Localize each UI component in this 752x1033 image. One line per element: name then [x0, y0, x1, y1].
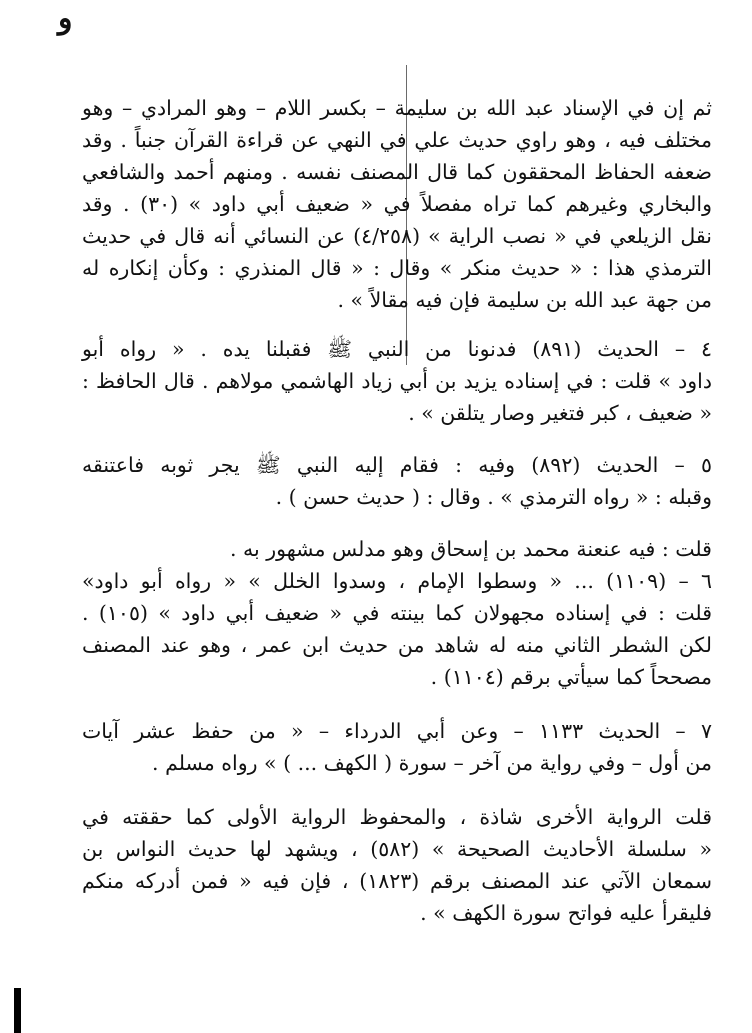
text-line: ضعفه الحفاظ المحققون كما قال المصنف نفسه . ومنهم أحمد والشافعي — [82, 160, 712, 184]
text-line: ٤ – الحديث (٨٩١) فدنونا من النبي ﷺ فقبلنا يده . « رواه أبو — [82, 337, 712, 361]
text-line: « ضعيف ، كبر فتغير وصار يتلقن » . — [408, 401, 712, 425]
text-line: ٧ – الحديث ١١٣٣ – وعن أبي الدرداء – « من حفظ عشر آيات — [82, 719, 712, 743]
text-line: ٥ – الحديث (٨٩٢) وفيه : فقام إليه النبي ﷺ يجر ثوبه فاعتنقه — [82, 453, 712, 477]
page-mark: و — [58, 1, 73, 36]
text-line: من جهة عبد الله بن سليمة فإن فيه مقالاً » . — [337, 288, 712, 312]
text-line: وقبله : « رواه الترمذي » . وقال : ( حديث حسن ) . — [275, 485, 712, 509]
document-body — [82, 92, 712, 945]
paragraph-5 — [82, 715, 712, 779]
paragraph-2 — [82, 333, 712, 429]
paragraph-4 — [82, 533, 712, 693]
text-line: مختلف فيه ، وهو راوي حديث علي في النهي عن قراءة القرآن جنباً . وقد — [82, 128, 712, 152]
text-line: نقل الزيلعي في « نصب الراية » (٤/٢٥٨) عن النسائي أنه قال في حديث — [82, 224, 712, 248]
text-line: فليقرأ عليه فواتح سورة الكهف » . — [420, 901, 712, 925]
text-line: من أول – وفي رواية من آخر – سورة ( الكهف ... ) » رواه مسلم . — [152, 751, 712, 775]
text-line: ثم إن في الإسناد عبد الله بن سليمة – بكسر اللام – وهو المرادي – وهو — [82, 96, 712, 120]
text-line: سمعان الآتي عند المصنف برقم (١٨٢٣) ، فإن فيه « فمن أدركه منكم — [82, 869, 712, 893]
text-line: ٦ – (١١٠٩) ... « وسطوا الإمام ، وسدوا الخلل » « رواه أبو داود» — [82, 569, 713, 593]
paragraph-1 — [82, 92, 712, 316]
paragraph-6 — [82, 801, 712, 929]
text-line: قلت : في إسناده مجهولان كما بينته في « ضعيف أبي داود » (١٠٥) . — [82, 601, 712, 625]
text-line: مصححاً كما سيأتي برقم (١١٠٤) . — [430, 665, 712, 689]
text-line: قلت الرواية الأخرى شاذة ، والمحفوظ الرواية الأولى كما حققته في — [82, 805, 712, 829]
text-line: داود » قلت : في إسناده يزيد بن أبي زياد الهاشمي مولاهم . قال الحافظ : — [82, 369, 712, 393]
text-line: الترمذي هذا : « حديث منكر » وقال : « قال المنذري : وكأن إنكاره له — [82, 256, 712, 280]
scan-edge-mark — [14, 988, 21, 1033]
text-line: قلت : فيه عنعنة محمد بن إسحاق وهو مدلس مشهور به . — [229, 537, 712, 561]
paragraph-3 — [82, 449, 712, 513]
text-line: « سلسلة الأحاديث الصحيحة » (٥٨٢) ، ويشهد لها حديث النواس بن — [82, 837, 712, 861]
text-line: لكن الشطر الثاني منه له شاهد من حديث ابن عمر ، وهو عند المصنف — [82, 633, 712, 657]
text-line: والبخاري وغيرهم كما تراه مفصلاً في « ضعيف أبي داود » (٣٠) . وقد — [82, 192, 712, 216]
